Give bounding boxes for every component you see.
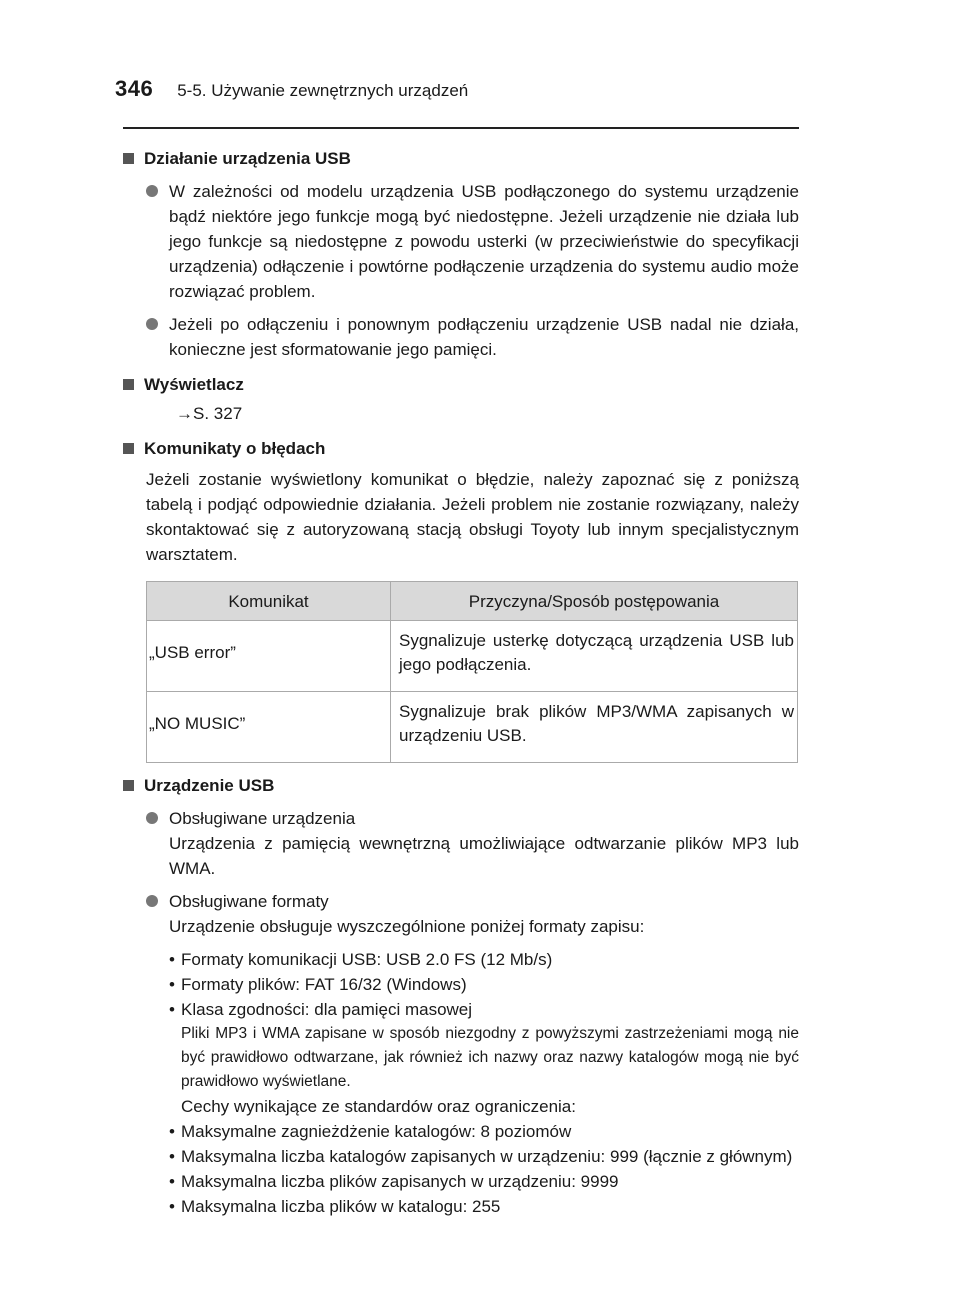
heading-display: Wyświetlacz [123,372,799,397]
list-item: • Formaty plików: FAT 16/32 (Windows) [169,975,467,994]
square-bullet-icon [123,780,134,791]
list-item: • Klasa zgodności: dla pamięci masowej [169,1000,473,1019]
page-number: 346 [115,76,154,101]
list-item: • Maksymalna liczba plików w katalogu: 255 [169,1197,501,1216]
standards-note: Cechy wynikające ze standardów oraz ograniczenia: [181,1097,576,1116]
list-item: W zależności od modelu urządzenia USB podłączonego do systemu urządzenie bądź niektóre jego funkcje mogą być niedostępne. Jeżeli urządzenie nie działa lub jego funkcje są niedostępne z powodu usterki (w przeciwieństwie do specyfikacji urządzenia) odłączenie i powtórne podłączenie urządzenia do systemu audio może rozwiązać problem. [123,179,799,304]
square-bullet-icon [123,153,134,164]
list-item: • Formaty komunikacji USB: USB 2.0 FS (12 Mb/s) [169,950,553,969]
table-header-message: Komunikat [147,582,391,621]
formats-note: Pliki MP3 i WMA zapisane w sposób niezgodny z powyższymi zastrzeżeniami mogą nie być prawidłowo odtwarzane, jak również ich nazwy oraz nazwy katalogów mogą nie być prawidłowo wyświetlane. [181,1025,799,1090]
list-item: Jeżeli po odłączeniu i ponownym podłączeniu urządzenie USB nadal nie działa, konieczne jest sformatowanie jego pamięci. [123,312,799,362]
list-item: • Maksymalna liczba katalogów zapisanych w urządzeniu: 999 (łącznie z głównym) [169,1147,793,1166]
heading-usb-device: Urządzenie USB [123,773,799,798]
square-bullet-icon [123,379,134,390]
list-item: • Maksymalne zagnieżdżenie katalogów: 8 poziomów [169,1122,572,1141]
table-cell-cause: Sygnalizuje brak plików MP3/WMA zapisanych w urządzeniu USB. [391,692,798,763]
circle-bullet-icon [146,185,158,197]
section-title: 5-5. Używanie zewnętrznych urządzeń [177,81,469,100]
table-cell-message: „USB error” [147,621,391,692]
page-content [123,136,799,1219]
limits-list [123,1119,799,1219]
circle-bullet-icon [146,895,158,907]
table-row [147,621,798,692]
heading-usb-operation: Działanie urządzenia USB [123,146,799,171]
errors-text: Jeżeli zostanie wyświetlony komunikat o błędzie, należy zapoznać się z poniższą tabelą i podjąć odpowiednie działania. Jeżeli problem nie zostanie rozwiązany, należy skontaktować się z autoryzowaną stacją obsługi Toyoty lub innym specjalistycznym warsztatem. [146,470,799,564]
list-item: Obsługiwane formaty Urządzenie obsługuje wyszczególnione poniżej formaty zapisu: [123,889,799,939]
list-item: Obsługiwane urządzenia Urządzenia z pamięcią wewnętrzną umożliwiające odtwarzanie plików MP3 lub WMA. [123,806,799,881]
formats-list [123,947,799,1022]
page-reference-link[interactable]: →S. 327 [176,404,243,423]
table-cell-cause: Sygnalizuje usterkę dotyczącą urządzenia USB lub jego podłączenia. [391,621,798,692]
error-messages-table [146,581,798,763]
heading-errors: Komunikaty o błędach [123,436,799,461]
table-cell-message: „NO MUSIC” [147,692,391,763]
page-header [115,76,468,102]
circle-bullet-icon [146,318,158,330]
table-header-cause: Przyczyna/Sposób postępowania [391,582,798,621]
table-row [147,692,798,763]
circle-bullet-icon [146,812,158,824]
square-bullet-icon [123,443,134,454]
header-rule [123,127,799,129]
list-item: • Maksymalna liczba plików zapisanych w urządzeniu: 9999 [169,1172,619,1191]
